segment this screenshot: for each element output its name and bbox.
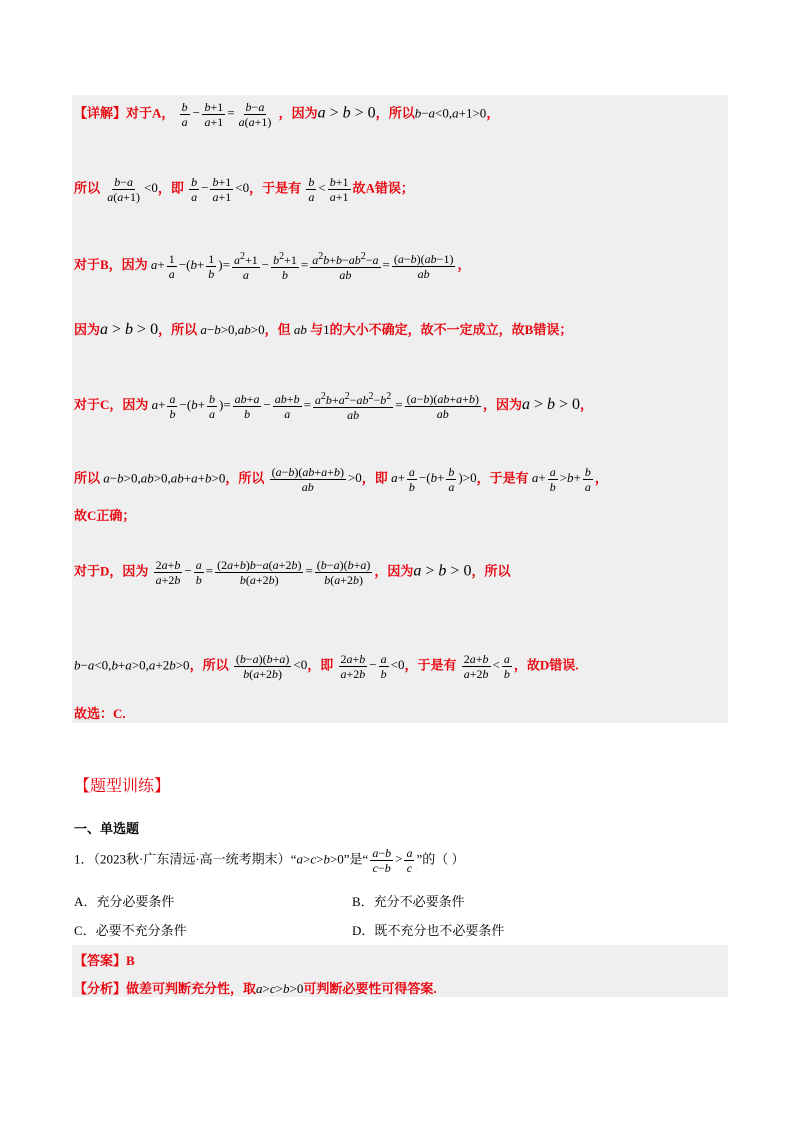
- solution-line-a1: 【详解】对于A， $\frac{b}{a}$ − $\frac{b+1}{a+1}$ = $\frac{b-a}{a(a+1)}$ ，因为a > b > 0，所以b−a<0,a+1>0，: [74, 100, 500, 129]
- option-c[interactable]: C．必要不充分条件: [74, 923, 187, 938]
- formula-c-ineq: a+ $\frac{a}{b}$ −(b+ $\frac{b}{a}$ )>0: [391, 465, 477, 494]
- formula-b-difference: a+ $\frac{1}{a}$ −(b+ $\frac{1}{b}$ )= $\frac{a^2+1}{a}$ − $\frac{b^2+1}{b}$ = $\frac{a^2b+b-ab^2-a}{ab}$ = $\frac{(a-b)(ab-1)}{ab}$: [150, 251, 454, 282]
- option-b[interactable]: B．充分不必要条件: [352, 894, 465, 909]
- formula-d-result: $\frac{2a+b}{a+2b}$ < $\frac{a}{b}$: [463, 652, 510, 681]
- formula-d-negative: $\frac{(b-a)(b+a)}{b(a+2b)}$ <0: [235, 652, 308, 681]
- formula-c-result: a+ $\frac{a}{b}$ >b+ $\frac{b}{a}$: [531, 465, 591, 494]
- formula-c-difference: a+ $\frac{a}{b}$ −(b+ $\frac{b}{a}$ )= $\frac{ab+a}{b}$ − $\frac{ab+b}{a}$ = $\frac{a^2b+a^2-ab^2-b^2}{ab}$ = $\frac{(a-b)(ab+a+b)}{ab}$: [151, 391, 479, 422]
- analysis-tag: 【分析】: [74, 981, 127, 996]
- formula-analysis: a>c>b>0: [256, 981, 304, 996]
- condition-a-gt-b-gt-0: a > b > 0: [100, 321, 159, 338]
- condition-a-gt-b-gt-0: a > b > 0: [317, 104, 376, 122]
- formula-d-difference: $\frac{2a+b}{a+2b}$ − $\frac{a}{b}$ = $\frac{(2a+b)b-a(a+2b)}{b(a+2b)}$ = $\frac{(b-a)(b+a)}{b(a+2b)}$: [155, 558, 371, 587]
- choose-answer-text: 故选：C.: [74, 706, 126, 721]
- training-heading: 【题型训练】: [74, 776, 171, 795]
- a-intro: 对于A，: [126, 105, 175, 121]
- formula-c-signs: a−b>0,ab>0,ab+a+b>0: [103, 470, 226, 486]
- solution-line-c2: 所以 a−b>0,ab>0,ab+a+b>0，所以 $\frac{(a-b)(ab+a+b)}{ab}$ >0，即 a+ $\frac{a}{b}$ −(b+ $\frac{b}{a}$ )>0，于是有 a+ $\frac{a}{b}$ >b+ $\frac{b}{a}$ ，: [74, 465, 608, 494]
- detail-tag: 【详解】: [74, 105, 127, 121]
- condition-a-gt-b-gt-0: a > b > 0: [413, 562, 472, 580]
- question-number: 1．: [74, 851, 94, 867]
- option-a[interactable]: A．充分必要条件: [74, 894, 175, 909]
- condition-a-gt-b-gt-0: a > b > 0: [521, 395, 581, 413]
- formula-c-positive: $\frac{(a-b)(ab+a+b)}{ab}$ >0: [271, 465, 362, 494]
- formula-b-signs: a−b>0,ab>0: [200, 322, 265, 337]
- answer-tag: 【答案】: [74, 953, 127, 968]
- answer-line: [74, 950, 135, 969]
- formula-conclusion: $\frac{a-b}{c-b}$ > $\frac{a}{c}$: [372, 846, 413, 875]
- solution-line-a2: 所以 $\frac{b-a}{a(a+1)}$ <0，即 $\frac{b}{a}$ − $\frac{b+1}{a+1}$ <0，于是有 $\frac{b}{a}$ < $\frac{b+1}{a+1}$ 故A错误；: [74, 175, 414, 204]
- c-correct-text: 故C正确；: [74, 508, 136, 523]
- analysis-line: 【分析】做差可判断充分性，取a>c>b>0可判断必要性可得答案.: [74, 981, 437, 996]
- formula-d-ineq: $\frac{2a+b}{a+2b}$ − $\frac{a}{b}$ <0: [340, 652, 405, 681]
- formula-d-signs: b−a<0,b+a>0,a+2b>0: [74, 657, 190, 673]
- formula-negative: $\frac{b-a}{a(a+1)}$ <0: [107, 175, 158, 204]
- section-title: 一、单选题: [74, 821, 140, 836]
- term-one: 1: [323, 322, 330, 337]
- formula-a-result: $\frac{b}{a}$ < $\frac{b+1}{a+1}$: [308, 175, 349, 204]
- question-source: （2023秋·广东清远·高一统考期末）: [93, 851, 291, 867]
- formula-signs: b−a<0,a+1>0: [414, 105, 487, 121]
- formula-a-ineq: $\frac{b}{a}$ − $\frac{b+1}{a+1}$ <0: [191, 175, 250, 204]
- answer-value: B: [126, 953, 135, 968]
- option-d[interactable]: D．既不充分也不必要条件: [352, 923, 505, 938]
- question-1: 1．（2023秋·广东清远·高一统考期末）“a>c>b>0”是“ $\frac{a-b}{c-b}$ > $\frac{a}{c}$ ”的（ ）: [74, 846, 465, 875]
- solution-line-b2: 因为a > b > 0，所以 a−b>0,ab>0，但 ab 与1的大小不确定，故不一定成立，故B错误；: [74, 321, 573, 338]
- formula-condition: a>c>b>0: [296, 851, 344, 867]
- term-ab: ab: [293, 322, 307, 337]
- solution-line-d1: 对于D，因为 $\frac{2a+b}{a+2b}$ − $\frac{a}{b}$ = $\frac{(2a+b)b-a(a+2b)}{b(a+2b)}$ = $\frac{(b-a)(b+a)}{b(a+2b)}$ ，因为a > b > 0，所以: [74, 558, 511, 587]
- solution-line-b1: 对于B，因为 a+ $\frac{1}{a}$ −(b+ $\frac{1}{b}$ )= $\frac{a^2+1}{a}$ − $\frac{b^2+1}{b}$ = $\frac{a^2b+b-ab^2-a}{ab}$ = $\frac{(a-b)(ab-1)}{ab}$ ，: [74, 251, 471, 282]
- solution-line-c1: 对于C，因为 a+ $\frac{a}{b}$ −(b+ $\frac{b}{a}$ )= $\frac{ab+a}{b}$ − $\frac{ab+b}{a}$ = $\frac{a^2b+a^2-ab^2-b^2}{ab}$ = $\frac{(a-b)(ab+a+b)}{ab}$ ，因为a > b > 0，: [74, 391, 594, 422]
- solution-line-d2: b−a<0,b+a>0,a+2b>0，所以 $\frac{(b-a)(b+a)}{b(a+2b)}$ <0，即 $\frac{2a+b}{a+2b}$ − $\frac{a}{b}$ <0，于是有 $\frac{2a+b}{a+2b}$ < $\frac{a}{b}$ ，故D错误.: [74, 652, 579, 681]
- formula-a-difference: $\frac{b}{a}$ − $\frac{b+1}{a+1}$ = $\frac{b-a}{a(a+1)}$: [181, 100, 272, 129]
